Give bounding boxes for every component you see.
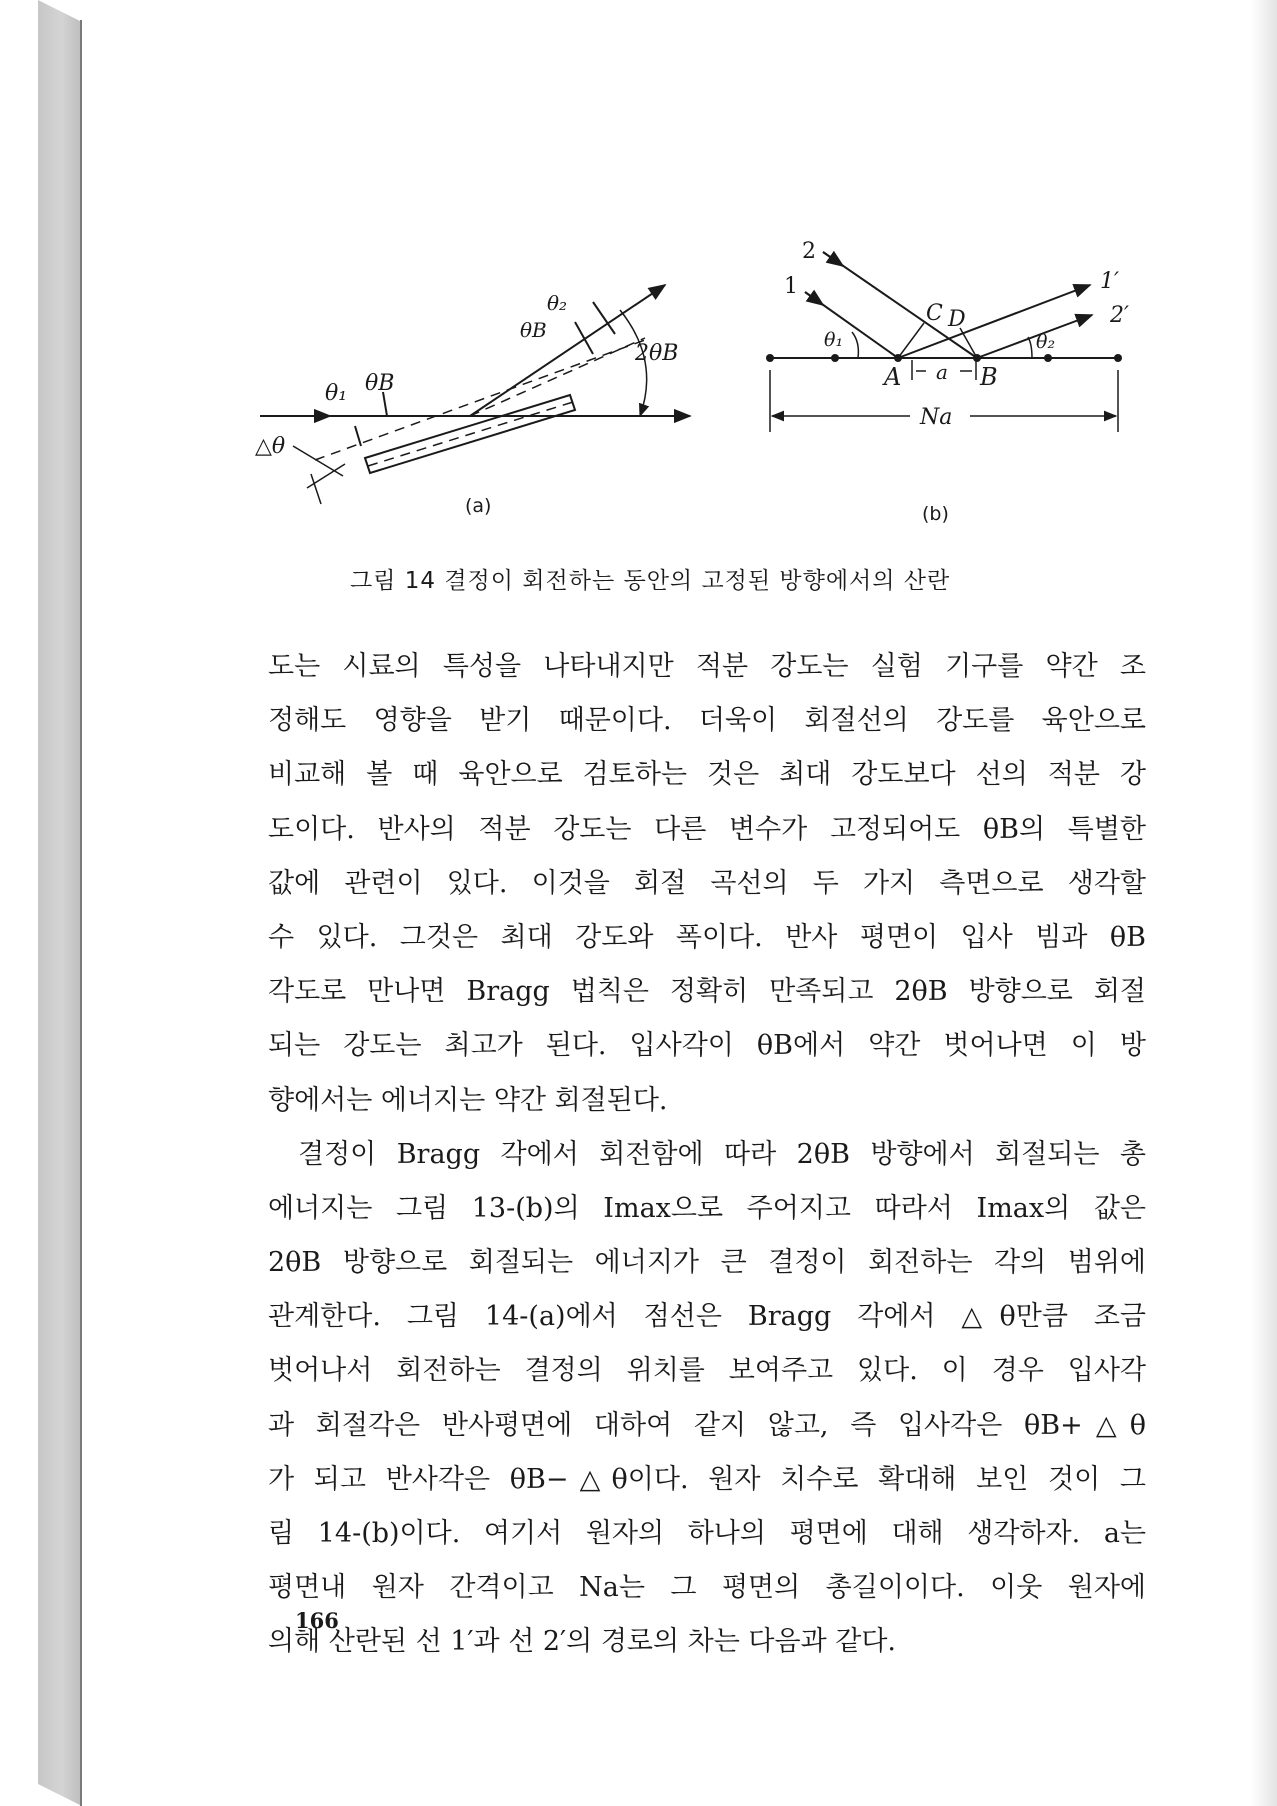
ray-1p-label: 1′ [1100, 269, 1119, 294]
ray-2-incident [823, 252, 977, 358]
delta-line-3 [311, 474, 321, 504]
paragraph1-line: 정해도 영향을 받기 때문이다. 더욱이 회절선의 강도를 육안으로 [268, 705, 1146, 737]
theta2-arc [1028, 337, 1032, 358]
normal-tick-1 [355, 426, 361, 446]
body-text [268, 640, 1146, 1670]
rotated-plane-dashed [315, 340, 645, 460]
delta-line-1 [293, 446, 343, 476]
paragraph1-line: 각도로 만나면 Bragg 법칙은 정확히 만족되고 2θB 방향으로 회절 [268, 976, 1146, 1008]
theta1-label: θ₁ [325, 381, 348, 406]
paragraph2-line: 결정이 Bragg 각에서 회전함에 따라 2θB 방향에서 회절되는 총 [298, 1138, 1146, 1170]
upper-tick-1 [575, 322, 593, 354]
figure-caption: 그림 14 결정이 회전하는 동안의 고정된 방향에서의 산란 [350, 568, 951, 594]
atom-5 [1044, 354, 1052, 362]
theta1-arc [852, 332, 858, 358]
figure-a-diagram [175, 230, 695, 530]
paragraph2-line: 가 되고 반사각은 θB−△θ이다. 원자 치수로 확대해 보인 것이 그 [268, 1463, 1146, 1495]
paragraph2-line: 평면내 원자 간격이고 Na는 그 평면의 총길이이다. 이웃 원자에 [268, 1572, 1146, 1604]
point-B-label: B [980, 363, 998, 391]
figure-b-sublabel: (b) [922, 503, 949, 525]
delta-line-2 [307, 464, 345, 488]
point-C-label: C [926, 301, 943, 326]
paragraph1-line: 수 있다. 그것은 최대 강도와 폭이다. 반사 평면이 입사 빔과 θB [268, 921, 1146, 953]
paragraph1-line: 비교해 볼 때 육안으로 검토하는 것은 최대 강도보다 선의 적분 강 [268, 759, 1146, 791]
two-thetaB-label: 2θB [635, 341, 679, 366]
length-Na-label: Na [920, 405, 953, 430]
thetaB-left-label: θB [365, 371, 395, 396]
paragraph1-line: 도는 시료의 특성을 나타내지만 적분 강도는 실험 기구를 약간 조 [268, 651, 1146, 682]
ray-2p-label: 2′ [1110, 303, 1129, 328]
point-A-label: A [884, 363, 902, 391]
theta1-label-b: θ₁ [824, 329, 844, 351]
paragraph1-line: 되는 강도는 최고가 된다. 입사각이 θB에서 약간 벗어나면 이 방 [268, 1030, 1146, 1062]
point-D-label: D [948, 307, 966, 332]
reflected-dashed-line [470, 338, 645, 416]
book-spine-edge [0, 0, 82, 1806]
delta-theta-label: △θ [255, 434, 286, 459]
ray-2-arrow [823, 252, 843, 266]
theta2-label-b: θ₂ [1036, 331, 1056, 353]
paragraph2-line: 2θB 방향으로 회절되는 에너지가 큰 결정이 회전하는 각의 범위에 [268, 1247, 1146, 1279]
perp-BD [960, 328, 977, 358]
paragraph2-line: 의해 산란된 선 1′과 선 2′의 경로의 차는 다음과 같다. [268, 1626, 896, 1658]
atom-2 [831, 354, 839, 362]
atom-6 [1114, 354, 1122, 362]
atom-1 [766, 354, 774, 362]
figure-b-diagram [680, 230, 1140, 530]
paragraph1-line: 도이다. 반사의 적분 강도는 다른 변수가 고정되어도 θB의 특별한 [268, 813, 1146, 845]
figure-b-svg [680, 230, 1140, 530]
ray-1-label: 1 [784, 274, 798, 299]
figure-a-sublabel: (a) [465, 495, 492, 517]
spacing-a-label: a [936, 360, 948, 384]
paragraph2-line: 림 14-(b)이다. 여기서 원자의 하나의 평면에 대해 생각하자. a는 [268, 1518, 1146, 1549]
page-right-shadow [1251, 0, 1277, 1806]
paragraph2-line: 벗어나서 회전하는 결정의 위치를 보여주고 있다. 이 경우 입사각 [268, 1355, 1146, 1387]
figure-a-svg [175, 230, 695, 530]
ray-1-arrow [805, 292, 823, 305]
ray-2-label: 2 [802, 239, 816, 264]
paragraph1-line: 향에서는 에너지는 약간 회절된다. [268, 1084, 668, 1116]
paragraph2-line: 관계한다. 그림 14-(a)에서 점선은 Bragg 각에서 △θ만큼 조금 [268, 1301, 1146, 1333]
crystal-plate [365, 395, 575, 473]
page-number: 166 [295, 1608, 339, 1633]
upper-tick-2 [593, 302, 615, 334]
paragraph2-line: 에너지는 그림 13-(b)의 Imax으로 주어지고 따라서 Imax의 값은 [268, 1192, 1146, 1224]
thetaB-upper-label: θB [520, 318, 547, 342]
paragraph2-line: 과 회절각은 반사평면에 대하여 같지 않고, 즉 입사각은 θB+△θ [268, 1409, 1146, 1441]
theta2-label: θ₂ [547, 291, 568, 315]
paragraph1-line: 값에 관련이 있다. 이것을 회절 곡선의 두 가지 측면으로 생각할 [268, 867, 1146, 899]
